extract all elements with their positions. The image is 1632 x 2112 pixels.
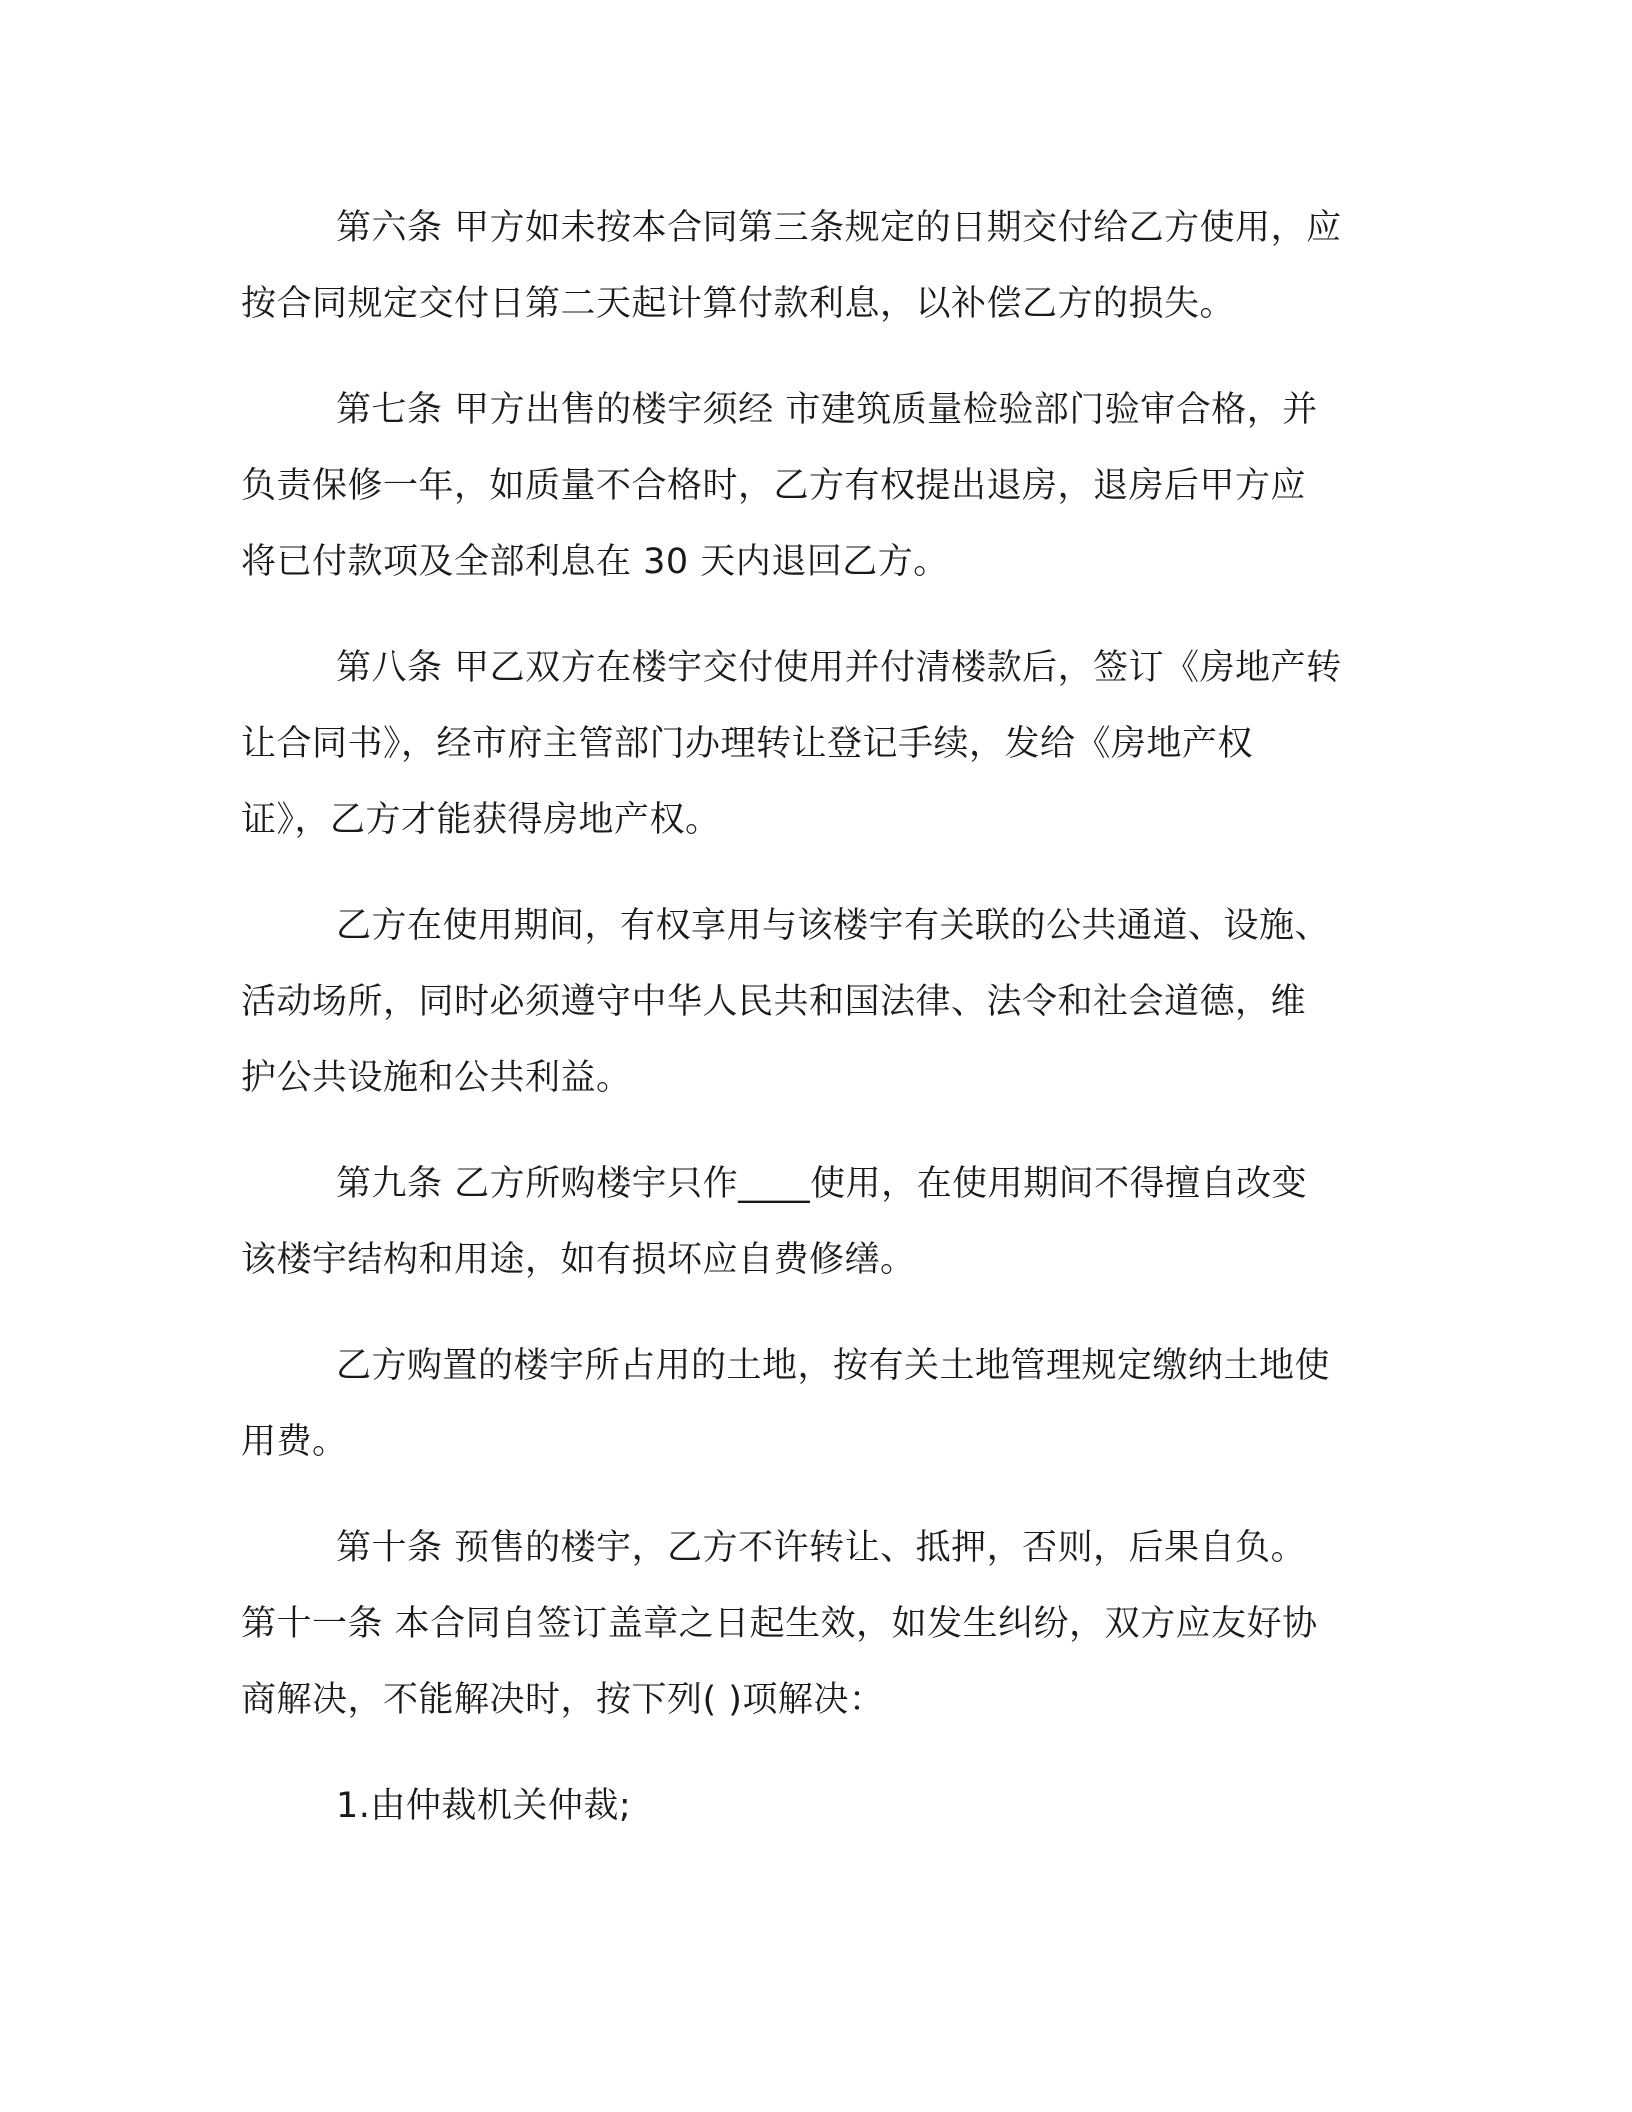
text-line: 第七条 甲方出售的楼宇须经 市建筑质量检验部门验审合格，并 (336, 390, 1318, 430)
article-8-paragraph (241, 630, 1391, 858)
usage-rights-paragraph (241, 888, 1391, 1116)
text-line: 乙方在使用期间，有权享用与该楼宇有关联的公共通道、设施、 (336, 906, 1331, 946)
text-line: 用费。 (241, 1422, 348, 1462)
text-line: 第九条 乙方所购楼宇只作____使用，在使用期间不得擅自改变 (336, 1164, 1308, 1204)
text-line: 将已付款项及全部利息在 30 天内退回乙方。 (241, 542, 949, 582)
text-line: 乙方购置的楼宇所占用的土地，按有关土地管理规定缴纳土地使 (336, 1346, 1331, 1386)
article-6-paragraph (241, 190, 1391, 342)
text-line: 第八条 甲乙双方在楼宇交付使用并付清楼款后，签订《房地产转 (336, 648, 1342, 688)
text-line: 第十条 预售的楼宇，乙方不许转让、抵押，否则，后果自负。 (336, 1528, 1307, 1568)
text-line: 证》，乙方才能获得房地产权。 (241, 800, 721, 840)
text-line: 按合同规定交付日第二天起计算付款利息，以补偿乙方的损失。 (241, 284, 1236, 324)
resolution-option-1 (241, 1768, 1391, 1844)
text-line: 该楼宇结构和用途，如有损坏应自费修缮。 (241, 1240, 916, 1280)
document-body (241, 190, 1391, 1844)
article-9-paragraph (241, 1146, 1391, 1298)
article-7-paragraph (241, 372, 1391, 600)
land-fee-paragraph (241, 1328, 1391, 1480)
text-line: 让合同书》，经市府主管部门办理转让登记手续，发给《房地产权 (241, 724, 1254, 764)
text-line: 第六条 甲方如未按本合同第三条规定的日期交付给乙方使用，应 (336, 208, 1342, 248)
text-line: 1.由仲裁机关仲裁; (336, 1786, 632, 1826)
article-10-11-paragraph (241, 1510, 1391, 1738)
text-line: 护公共设施和公共利益。 (241, 1058, 632, 1098)
text-line: 商解决，不能解决时，按下列( )项解决： (241, 1680, 885, 1720)
text-line: 活动场所，同时必须遵守中华人民共和国法律、法令和社会道德，维 (241, 982, 1307, 1022)
text-line: 第十一条 本合同自签订盖章之日起生效，如发生纠纷，双方应友好协 (241, 1604, 1318, 1644)
text-line: 负责保修一年，如质量不合格时，乙方有权提出退房，退房后甲方应 (241, 466, 1307, 506)
